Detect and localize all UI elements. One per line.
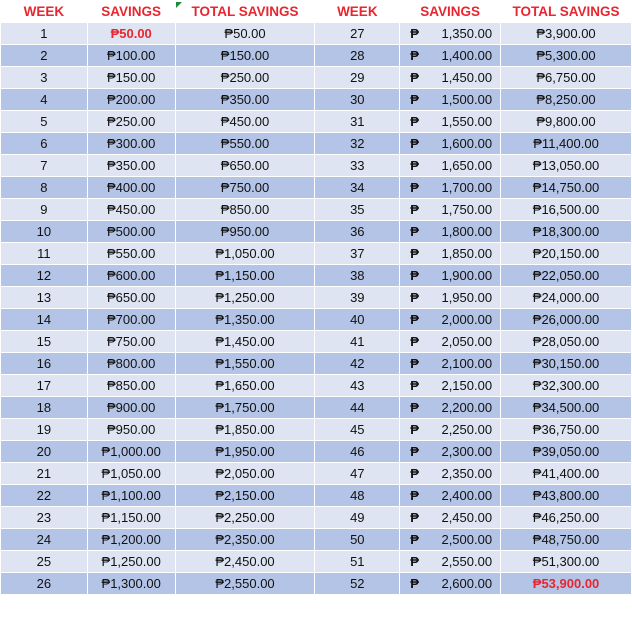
- savings-cell[interactable]: [400, 45, 501, 67]
- savings-amount: 1,900.00: [441, 268, 493, 283]
- currency-symbol: ₱: [410, 202, 419, 217]
- total-savings-cell[interactable]: ₱48,750.00: [501, 529, 632, 551]
- week-cell[interactable]: 10: [1, 221, 88, 243]
- savings-cell[interactable]: [400, 67, 501, 89]
- savings-amount: 1,950.00: [441, 290, 493, 305]
- savings-cell[interactable]: [400, 397, 501, 419]
- accounting-value: [400, 246, 500, 261]
- savings-cell[interactable]: [400, 441, 501, 463]
- currency-symbol: ₱: [410, 576, 419, 591]
- total-savings-cell[interactable]: ₱350.00: [175, 89, 315, 111]
- week-cell[interactable]: 46: [315, 441, 400, 463]
- total-savings-cell[interactable]: ₱20,150.00: [501, 243, 632, 265]
- total-savings-cell[interactable]: ₱41,400.00: [501, 463, 632, 485]
- savings-cell[interactable]: [400, 199, 501, 221]
- accounting-value: [400, 114, 500, 129]
- currency-symbol: ₱: [410, 290, 419, 305]
- table-row: [1, 419, 632, 441]
- total-savings-cell[interactable]: ₱8,250.00: [501, 89, 632, 111]
- currency-symbol: ₱: [410, 246, 419, 261]
- savings-cell[interactable]: ₱150.00: [87, 67, 175, 89]
- total-savings-cell[interactable]: ₱850.00: [175, 199, 315, 221]
- total-savings-cell[interactable]: ₱46,250.00: [501, 507, 632, 529]
- currency-symbol: ₱: [410, 378, 419, 393]
- savings-cell[interactable]: ₱750.00: [87, 331, 175, 353]
- week-cell[interactable]: 45: [315, 419, 400, 441]
- table-row: [1, 331, 632, 353]
- savings-amount: 1,750.00: [441, 202, 493, 217]
- savings-cell[interactable]: [400, 177, 501, 199]
- savings-amount: 2,200.00: [441, 400, 493, 415]
- week-cell[interactable]: 44: [315, 397, 400, 419]
- savings-cell[interactable]: ₱500.00: [87, 221, 175, 243]
- savings-cell[interactable]: ₱950.00: [87, 419, 175, 441]
- week-cell[interactable]: 7: [1, 155, 88, 177]
- total-savings-cell[interactable]: ₱36,750.00: [501, 419, 632, 441]
- accounting-value: [400, 224, 500, 239]
- week-cell[interactable]: 21: [1, 463, 88, 485]
- savings-cell[interactable]: ₱900.00: [87, 397, 175, 419]
- total-savings-cell[interactable]: ₱2,050.00: [175, 463, 315, 485]
- week-cell[interactable]: 8: [1, 177, 88, 199]
- savings-cell[interactable]: ₱250.00: [87, 111, 175, 133]
- currency-symbol: ₱: [410, 224, 419, 239]
- week-cell[interactable]: 50: [315, 529, 400, 551]
- accounting-value: [400, 290, 500, 305]
- table-row: [1, 463, 632, 485]
- total-savings-cell[interactable]: ₱150.00: [175, 45, 315, 67]
- cell-comment-marker: [176, 2, 182, 8]
- total-savings-cell[interactable]: ₱1,450.00: [175, 331, 315, 353]
- total-savings-cell[interactable]: ₱24,000.00: [501, 287, 632, 309]
- accounting-value: [400, 422, 500, 437]
- total-savings-cell[interactable]: ₱14,750.00: [501, 177, 632, 199]
- savings-cell[interactable]: [400, 529, 501, 551]
- total-savings-cell[interactable]: ₱1,250.00: [175, 287, 315, 309]
- total-savings-cell[interactable]: ₱1,850.00: [175, 419, 315, 441]
- week-cell[interactable]: 17: [1, 375, 88, 397]
- savings-cell[interactable]: [400, 375, 501, 397]
- week-cell[interactable]: 25: [1, 551, 88, 573]
- currency-symbol: ₱: [410, 356, 419, 371]
- total-savings-cell[interactable]: ₱53,900.00: [501, 573, 632, 595]
- week-cell[interactable]: 33: [315, 155, 400, 177]
- week-cell[interactable]: 51: [315, 551, 400, 573]
- savings-cell[interactable]: [400, 265, 501, 287]
- week-cell[interactable]: 40: [315, 309, 400, 331]
- savings-amount: 2,150.00: [441, 378, 493, 393]
- week-cell[interactable]: 36: [315, 221, 400, 243]
- accounting-value: [400, 444, 500, 459]
- savings-amount: 2,350.00: [441, 466, 493, 481]
- currency-symbol: ₱: [410, 312, 419, 327]
- savings-cell[interactable]: [400, 309, 501, 331]
- savings-cell[interactable]: [400, 155, 501, 177]
- savings-cell[interactable]: [400, 507, 501, 529]
- week-cell[interactable]: 48: [315, 485, 400, 507]
- savings-amount: 2,500.00: [441, 532, 493, 547]
- table-row: [1, 67, 632, 89]
- accounting-value: [400, 510, 500, 525]
- savings-cell[interactable]: ₱1,300.00: [87, 573, 175, 595]
- week-cell[interactable]: 16: [1, 353, 88, 375]
- week-cell[interactable]: 6: [1, 133, 88, 155]
- table-row: [1, 243, 632, 265]
- savings-amount: 2,550.00: [441, 554, 493, 569]
- total-savings-cell[interactable]: ₱50.00: [175, 23, 315, 45]
- table-row: [1, 507, 632, 529]
- header-savings-2[interactable]: SAVINGS: [400, 1, 501, 23]
- savings-amount: 1,650.00: [441, 158, 493, 173]
- accounting-value: [400, 202, 500, 217]
- accounting-value: [400, 92, 500, 107]
- savings-cell[interactable]: [400, 573, 501, 595]
- currency-symbol: ₱: [410, 26, 419, 41]
- table-row: [1, 485, 632, 507]
- accounting-value: [400, 554, 500, 569]
- savings-cell[interactable]: [400, 331, 501, 353]
- accounting-value: [400, 26, 500, 41]
- table-row: [1, 133, 632, 155]
- total-savings-cell[interactable]: ₱950.00: [175, 221, 315, 243]
- savings-cell[interactable]: ₱1,050.00: [87, 463, 175, 485]
- week-cell[interactable]: 12: [1, 265, 88, 287]
- table-row: [1, 551, 632, 573]
- total-savings-cell[interactable]: ₱28,050.00: [501, 331, 632, 353]
- accounting-value: [400, 378, 500, 393]
- currency-symbol: ₱: [410, 136, 419, 151]
- accounting-value: [400, 70, 500, 85]
- total-savings-cell[interactable]: ₱1,650.00: [175, 375, 315, 397]
- table-row: [1, 89, 632, 111]
- savings-cell[interactable]: ₱100.00: [87, 45, 175, 67]
- table-row: [1, 111, 632, 133]
- table-row: [1, 155, 632, 177]
- week-cell[interactable]: 42: [315, 353, 400, 375]
- savings-cell[interactable]: [400, 287, 501, 309]
- total-savings-cell[interactable]: ₱32,300.00: [501, 375, 632, 397]
- week-cell[interactable]: 9: [1, 199, 88, 221]
- savings-amount: 2,250.00: [441, 422, 493, 437]
- week-cell[interactable]: 29: [315, 67, 400, 89]
- week-cell[interactable]: 18: [1, 397, 88, 419]
- total-savings-cell[interactable]: ₱450.00: [175, 111, 315, 133]
- currency-symbol: ₱: [410, 114, 419, 129]
- savings-cell[interactable]: ₱350.00: [87, 155, 175, 177]
- total-savings-cell[interactable]: ₱51,300.00: [501, 551, 632, 573]
- accounting-value: [400, 334, 500, 349]
- currency-symbol: ₱: [410, 510, 419, 525]
- week-cell[interactable]: 22: [1, 485, 88, 507]
- header-week-2[interactable]: WEEK: [315, 1, 400, 23]
- accounting-value: [400, 136, 500, 151]
- week-cell[interactable]: 2: [1, 45, 88, 67]
- savings-cell[interactable]: ₱650.00: [87, 287, 175, 309]
- savings-amount: 1,850.00: [441, 246, 493, 261]
- accounting-value: [400, 48, 500, 63]
- savings-cell[interactable]: ₱800.00: [87, 353, 175, 375]
- accounting-value: [400, 466, 500, 481]
- total-savings-cell[interactable]: ₱650.00: [175, 155, 315, 177]
- savings-cell[interactable]: ₱400.00: [87, 177, 175, 199]
- savings-cell[interactable]: ₱1,000.00: [87, 441, 175, 463]
- savings-cell[interactable]: [400, 551, 501, 573]
- total-savings-cell[interactable]: ₱13,050.00: [501, 155, 632, 177]
- total-savings-cell[interactable]: ₱34,500.00: [501, 397, 632, 419]
- total-savings-cell[interactable]: ₱30,150.00: [501, 353, 632, 375]
- table-row: [1, 573, 632, 595]
- week-cell[interactable]: 28: [315, 45, 400, 67]
- currency-symbol: ₱: [410, 466, 419, 481]
- week-cell[interactable]: 38: [315, 265, 400, 287]
- savings-amount: 1,450.00: [441, 70, 493, 85]
- savings-cell[interactable]: ₱1,200.00: [87, 529, 175, 551]
- savings-amount: 1,350.00: [441, 26, 493, 41]
- week-cell[interactable]: 11: [1, 243, 88, 265]
- savings-cell[interactable]: [400, 221, 501, 243]
- table-body: [1, 23, 632, 595]
- total-savings-cell[interactable]: ₱2,250.00: [175, 507, 315, 529]
- total-savings-cell[interactable]: ₱3,900.00: [501, 23, 632, 45]
- table-row: [1, 441, 632, 463]
- currency-symbol: ₱: [410, 400, 419, 415]
- week-cell[interactable]: 31: [315, 111, 400, 133]
- currency-symbol: ₱: [410, 180, 419, 195]
- table-row: [1, 529, 632, 551]
- total-savings-cell[interactable]: ₱39,050.00: [501, 441, 632, 463]
- week-cell[interactable]: 26: [1, 573, 88, 595]
- currency-symbol: ₱: [410, 532, 419, 547]
- currency-symbol: ₱: [410, 48, 419, 63]
- accounting-value: [400, 312, 500, 327]
- total-savings-cell[interactable]: ₱18,300.00: [501, 221, 632, 243]
- total-savings-cell[interactable]: ₱43,800.00: [501, 485, 632, 507]
- total-savings-cell[interactable]: ₱26,000.00: [501, 309, 632, 331]
- table-row: [1, 199, 632, 221]
- currency-symbol: ₱: [410, 488, 419, 503]
- total-savings-cell[interactable]: ₱1,750.00: [175, 397, 315, 419]
- savings-cell[interactable]: [400, 133, 501, 155]
- total-savings-cell[interactable]: ₱6,750.00: [501, 67, 632, 89]
- total-savings-cell[interactable]: ₱1,550.00: [175, 353, 315, 375]
- total-savings-cell[interactable]: ₱2,150.00: [175, 485, 315, 507]
- week-cell[interactable]: 41: [315, 331, 400, 353]
- total-savings-cell[interactable]: ₱1,150.00: [175, 265, 315, 287]
- savings-cell[interactable]: ₱50.00: [87, 23, 175, 45]
- currency-symbol: ₱: [410, 554, 419, 569]
- savings-cell[interactable]: ₱600.00: [87, 265, 175, 287]
- savings-cell[interactable]: ₱300.00: [87, 133, 175, 155]
- savings-amount: 2,450.00: [441, 510, 493, 525]
- savings-cell[interactable]: ₱450.00: [87, 199, 175, 221]
- table-row: [1, 309, 632, 331]
- savings-cell[interactable]: [400, 243, 501, 265]
- accounting-value: [400, 158, 500, 173]
- total-savings-cell[interactable]: ₱2,550.00: [175, 573, 315, 595]
- savings-amount: 1,700.00: [441, 180, 493, 195]
- currency-symbol: ₱: [410, 158, 419, 173]
- accounting-value: [400, 488, 500, 503]
- total-savings-cell[interactable]: ₱1,950.00: [175, 441, 315, 463]
- week-cell[interactable]: 20: [1, 441, 88, 463]
- savings-amount: 2,400.00: [441, 488, 493, 503]
- week-cell[interactable]: 52: [315, 573, 400, 595]
- savings-amount: 2,100.00: [441, 356, 493, 371]
- savings-amount: 2,000.00: [441, 312, 493, 327]
- savings-cell[interactable]: [400, 89, 501, 111]
- currency-symbol: ₱: [410, 268, 419, 283]
- week-cell[interactable]: 37: [315, 243, 400, 265]
- week-cell[interactable]: 47: [315, 463, 400, 485]
- table-row: [1, 221, 632, 243]
- currency-symbol: ₱: [410, 92, 419, 107]
- total-savings-cell[interactable]: ₱250.00: [175, 67, 315, 89]
- savings-amount: 1,600.00: [441, 136, 493, 151]
- header-savings-1[interactable]: SAVINGS: [87, 1, 175, 23]
- savings-cell[interactable]: ₱550.00: [87, 243, 175, 265]
- week-cell[interactable]: 3: [1, 67, 88, 89]
- week-cell[interactable]: 27: [315, 23, 400, 45]
- savings-cell[interactable]: [400, 353, 501, 375]
- table-row: [1, 353, 632, 375]
- total-savings-cell[interactable]: ₱22,050.00: [501, 265, 632, 287]
- accounting-value: [400, 400, 500, 415]
- accounting-value: [400, 180, 500, 195]
- currency-symbol: ₱: [410, 444, 419, 459]
- week-cell[interactable]: 39: [315, 287, 400, 309]
- week-cell[interactable]: 49: [315, 507, 400, 529]
- accounting-value: [400, 268, 500, 283]
- table-header: [1, 1, 632, 23]
- table-row: [1, 375, 632, 397]
- savings-amount: 2,600.00: [441, 576, 493, 591]
- total-savings-cell[interactable]: ₱11,400.00: [501, 133, 632, 155]
- savings-cell[interactable]: [400, 23, 501, 45]
- week-cell[interactable]: 23: [1, 507, 88, 529]
- currency-symbol: ₱: [410, 334, 419, 349]
- week-cell[interactable]: 5: [1, 111, 88, 133]
- savings-amount: 2,300.00: [441, 444, 493, 459]
- total-savings-cell[interactable]: ₱16,500.00: [501, 199, 632, 221]
- week-cell[interactable]: 34: [315, 177, 400, 199]
- week-cell[interactable]: 43: [315, 375, 400, 397]
- savings-amount: 1,500.00: [441, 92, 493, 107]
- week-cell[interactable]: 19: [1, 419, 88, 441]
- accounting-value: [400, 356, 500, 371]
- savings-cell[interactable]: ₱700.00: [87, 309, 175, 331]
- header-row: [1, 1, 632, 23]
- currency-symbol: ₱: [410, 70, 419, 85]
- table-row: [1, 23, 632, 45]
- savings-cell[interactable]: ₱850.00: [87, 375, 175, 397]
- currency-symbol: ₱: [410, 422, 419, 437]
- savings-amount: 1,400.00: [441, 48, 493, 63]
- savings-cell[interactable]: ₱1,250.00: [87, 551, 175, 573]
- total-savings-cell[interactable]: ₱2,450.00: [175, 551, 315, 573]
- total-savings-cell[interactable]: ₱1,350.00: [175, 309, 315, 331]
- table-row: [1, 45, 632, 67]
- savings-cell[interactable]: [400, 419, 501, 441]
- week-cell[interactable]: 30: [315, 89, 400, 111]
- savings-amount: 2,050.00: [441, 334, 493, 349]
- savings-amount: 1,550.00: [441, 114, 493, 129]
- week-cell[interactable]: 24: [1, 529, 88, 551]
- table-row: [1, 287, 632, 309]
- total-savings-cell[interactable]: ₱5,300.00: [501, 45, 632, 67]
- week-cell[interactable]: 4: [1, 89, 88, 111]
- total-savings-cell[interactable]: ₱550.00: [175, 133, 315, 155]
- header-total-savings-1[interactable]: TOTAL SAVINGS: [175, 1, 315, 23]
- total-savings-cell[interactable]: ₱1,050.00: [175, 243, 315, 265]
- table-row: [1, 397, 632, 419]
- savings-cell[interactable]: ₱1,150.00: [87, 507, 175, 529]
- savings-cell[interactable]: ₱200.00: [87, 89, 175, 111]
- week-cell[interactable]: 13: [1, 287, 88, 309]
- total-savings-cell[interactable]: ₱2,350.00: [175, 529, 315, 551]
- savings-cell[interactable]: [400, 111, 501, 133]
- savings-cell[interactable]: [400, 485, 501, 507]
- table-row: [1, 177, 632, 199]
- week-cell[interactable]: 1: [1, 23, 88, 45]
- table-row: [1, 265, 632, 287]
- header-week-1[interactable]: WEEK: [1, 1, 88, 23]
- accounting-value: [400, 576, 500, 591]
- accounting-value: [400, 532, 500, 547]
- week-cell[interactable]: 15: [1, 331, 88, 353]
- header-total-savings-2[interactable]: TOTAL SAVINGS: [501, 1, 632, 23]
- savings-cell[interactable]: [400, 463, 501, 485]
- savings-amount: 1,800.00: [441, 224, 493, 239]
- total-savings-cell[interactable]: ₱9,800.00: [501, 111, 632, 133]
- savings-cell[interactable]: ₱1,100.00: [87, 485, 175, 507]
- total-savings-cell[interactable]: ₱750.00: [175, 177, 315, 199]
- week-cell[interactable]: 35: [315, 199, 400, 221]
- week-cell[interactable]: 14: [1, 309, 88, 331]
- week-cell[interactable]: 32: [315, 133, 400, 155]
